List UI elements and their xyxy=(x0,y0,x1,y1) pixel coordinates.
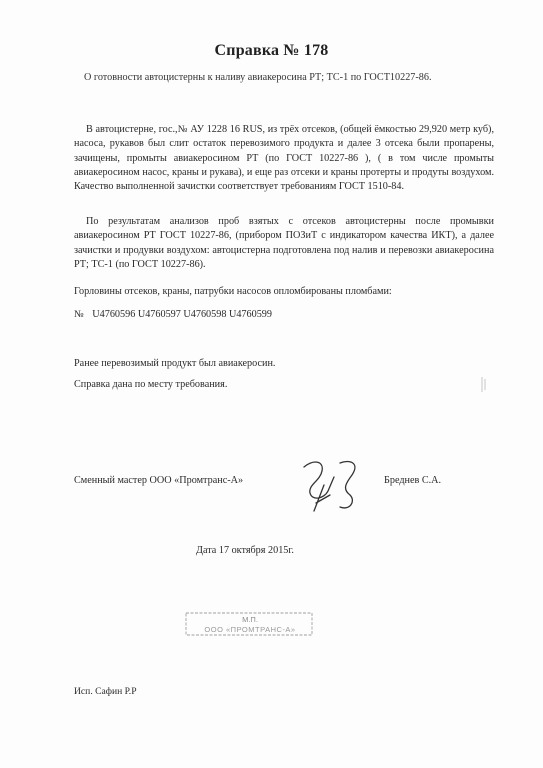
document-title: Справка № 178 xyxy=(214,42,329,59)
paragraph-analysis: По результатам анализов проб взятых с отсеков автоцистерны после промывки авиакеросином РТ ГОСТ 10227-86, (прибором ПОЗиТ с индикатором качества ИКТ), а далее зачистки и продувки воздухом: автоцистерна подготовлена под налив и перевозки авиакеросина РТ; ТС-1 (по ГОСТ 10227-86). xyxy=(74,216,494,270)
performer-line: Исп. Сафин Р.Р xyxy=(74,686,137,697)
seal-numbers xyxy=(74,309,272,320)
signature-icon xyxy=(294,455,364,515)
paragraph-cleaning: В автоцистерне, гос.,№ АУ 1228 16 RUS, из трёх отсеков, (общей ёмкостью 29,920 метр куб), насоса, рукавов был слит остаток перевозимого продукта и далее 3 отсека были пропарены, зачищены, промыты авиакеросином РТ (по ГОСТ 10227-86 ), ( в том числе промыты авиакеросином насос, краны и рукава), и еще раз отсеки и краны протерты и продуты воздухом. Качество выполненной зачистки соответствует требованиям ГОСТ 1510-84. xyxy=(74,124,494,193)
document-subtitle: О готовности автоцистерны к наливу авиакеросина РТ; ТС-1 по ГОСТ10227-86. xyxy=(84,72,432,83)
seal-number: U4760597 xyxy=(137,309,181,320)
company-stamp xyxy=(184,610,316,638)
seals-line: Горловины отсеков, краны, патрубки насосов опломбированы пломбами: xyxy=(74,286,392,297)
signatory-position: Сменный мастер ООО «Промтранс-А» xyxy=(74,475,244,486)
seal-number: U4760596 xyxy=(92,309,136,320)
signatory-name: Бреднев С.А. xyxy=(384,475,442,486)
seal-number: U4760599 xyxy=(228,309,272,320)
issued-to-line: Справка дана по месту требования. xyxy=(74,379,228,390)
margin-mark-icon xyxy=(480,376,488,394)
seal-number: U4760598 xyxy=(183,309,227,320)
previous-product-line: Ранее перевозимый продукт был авиакеросин. xyxy=(74,358,276,369)
stamp-line-1: М.П. xyxy=(242,615,258,624)
seal-number-prefix: № xyxy=(74,309,84,320)
stamp-line-2: ООО «ПРОМТРАНС-А» xyxy=(204,625,296,634)
document-date: Дата 17 октября 2015г. xyxy=(196,545,294,556)
